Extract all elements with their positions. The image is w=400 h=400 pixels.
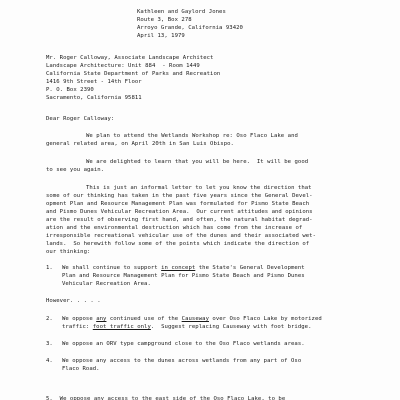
item-line: traffic: foot traffic only. Suggest replacing Causeway with foot bridge. [62,324,312,330]
sender-route: Route 3, Box 278 [137,17,192,23]
recipient-line: Landscape Architecture: Unit 884 - Room 1449 [46,63,200,69]
paragraph-line: opment Plan and Resource Management Plan was formulated for Pismo State Beach [46,201,310,207]
item-line: Flaco Road. [62,366,100,372]
paragraph-line: some of our thinking has taken in the past five years since the General Devel- [46,193,313,199]
paragraph-line: and Pismo Dunes Vehicular Recreation Area. Our current attitudes and opinions [46,209,313,215]
item-line: We shall continue to support in concept the State's General Development [62,265,305,271]
paragraph-line: We are delighted to learn that you will be here. It will be good [86,159,309,165]
item-number: 4. [46,358,53,364]
item-line: Plan and Resource Management Plan for Pismo State Beach and Pismo Dunes [62,273,305,279]
paragraph-line: We plan to attend the Wetlands Workshop re: Oso Flaco Lake and [86,133,298,139]
item-number: 3. [46,341,53,347]
recipient-line: California State Department of Parks and Recreation [46,71,221,77]
paragraph-line: This is just an informal letter to let you know the direction that [86,185,312,191]
salutation: Dear Roger Calloway: [46,116,115,122]
item-number: 2. [46,316,53,322]
recipient-line: Mr. Roger Calloway, Associate Landscape Architect [46,55,214,61]
paragraph-line: our thinking: [46,249,91,255]
paragraph-line: to see you again. [46,167,105,173]
item-line: We oppose any access to the dunes across wetlands from any part of Oso [62,358,302,364]
item-line: We oppose any continued use of the Causeway over Oso Flaco Lake by motorized [62,316,322,322]
however-line: However. . . . . [46,298,101,304]
recipient-line: P. O. Box 2390 [46,87,94,93]
recipient-line: 1416 9th Street - 14th Floor [46,79,142,85]
sender-name: Kathleen and Gaylord Jones [137,9,226,15]
paragraph-line: ation and the environmental destruction which has come from the increase of [46,225,303,231]
item-line: We oppose an ORV type campground close to the Oso Flaco wetlands areas. [62,341,305,347]
item-line: Vehicular Recreation Area. [62,281,151,287]
sender-city: Arroyo Grande, California 93420 [137,25,243,31]
recipient-line: Sacramento, California 95811 [46,95,142,101]
paragraph-line: lands. So herewith follow some of the points which indicate the direction of [46,241,310,247]
paragraph-line: general related area, on April 20th in San Luis Obispo. [46,141,234,147]
letter-date: April 13, 1979 [137,33,185,39]
paragraph-line: irresponsible recreational vehicular use of the dunes and their associated wet- [46,233,316,239]
item-line-partial: 5. We oppose any access to the east side of the Oso Flaco Lake, to be [46,396,286,400]
paragraph-line: are the result of observing first hand, and often, the natural habitat degrad- [46,217,313,223]
item-number: 1. [46,265,53,271]
